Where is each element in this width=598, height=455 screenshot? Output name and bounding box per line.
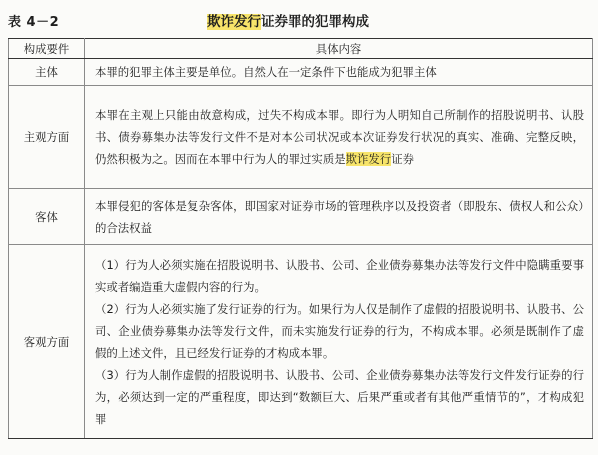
table-row-subjective (9, 86, 593, 189)
table-row-object (9, 189, 593, 245)
subjective-text-end: 证券 (391, 152, 414, 166)
table-number: 表 4－2 (8, 15, 60, 30)
subjective-highlight: 欺诈发行 (345, 152, 392, 166)
subjective-text-main: 本罪在主观上只能由故意构成，过失不构成本罪。即行为人明知自己所制作的招股说明书、认股书、债券募集办法等发行文件不是对本公司状况或本次证券发行状况的真实、准确、完整反映，仍然积极为之。因而在本罪中行为人的罪过实质是 (95, 108, 584, 166)
row-content-object (85, 189, 593, 245)
row-label-subject: 主体 (9, 59, 85, 86)
row-label-objective: 客观方面 (9, 245, 85, 439)
header-element: 构成要件 (9, 39, 85, 59)
crime-composition-table (8, 38, 593, 439)
table-title (207, 10, 369, 30)
row-content-subjective (85, 86, 593, 189)
row-label-subjective: 主观方面 (9, 86, 85, 189)
table-caption (8, 9, 593, 31)
header-content: 具体内容 (85, 39, 593, 59)
table-row-objective (9, 245, 593, 439)
objective-item-1: （1）行为人必须实施在招股说明书、认股书、公司、企业债券募集办法等发行文件中隐瞒重要事实或者编造重大虚假内容的行为。 (95, 257, 584, 294)
row-label-object: 客体 (9, 189, 85, 245)
table-row-subject (9, 59, 593, 86)
title-highlight: 欺诈发行 (207, 14, 261, 30)
objective-item-2: （2）行为人必须实施了发行证券的行为。如果行为人仅是制作了虚假的招股说明书、认股书、公司、企业债券募集办法等发行文件，而未实施发行证券的行为，不构成本罪。必须是既制作了虚假的上述文件，且已经发行证券的才构成本罪。 (95, 301, 584, 360)
object-text: 本罪侵犯的客体是复杂客体，即国家对证券市场的管理秩序以及投资者（即股东、债权人和公众）的合法权益 (95, 198, 584, 235)
row-content-subject (85, 59, 593, 86)
title-rest: 证券罪的犯罪构成 (261, 14, 369, 30)
row-content-objective (85, 245, 593, 439)
table-header-row (9, 39, 593, 59)
subject-text: 本罪的犯罪主体主要是单位。自然人在一定条件下也能成为犯罪主体 (95, 65, 437, 79)
objective-item-3: （3）行为人制作虚假的招股说明书、认股书、公司、企业债券募集办法等发行文件发行证券的行为，必须达到一定的严重程度，即达到“数额巨大、后果严重或者有其他严重情节的”，才构成犯罪 (95, 367, 584, 426)
subjective-text (95, 104, 584, 170)
